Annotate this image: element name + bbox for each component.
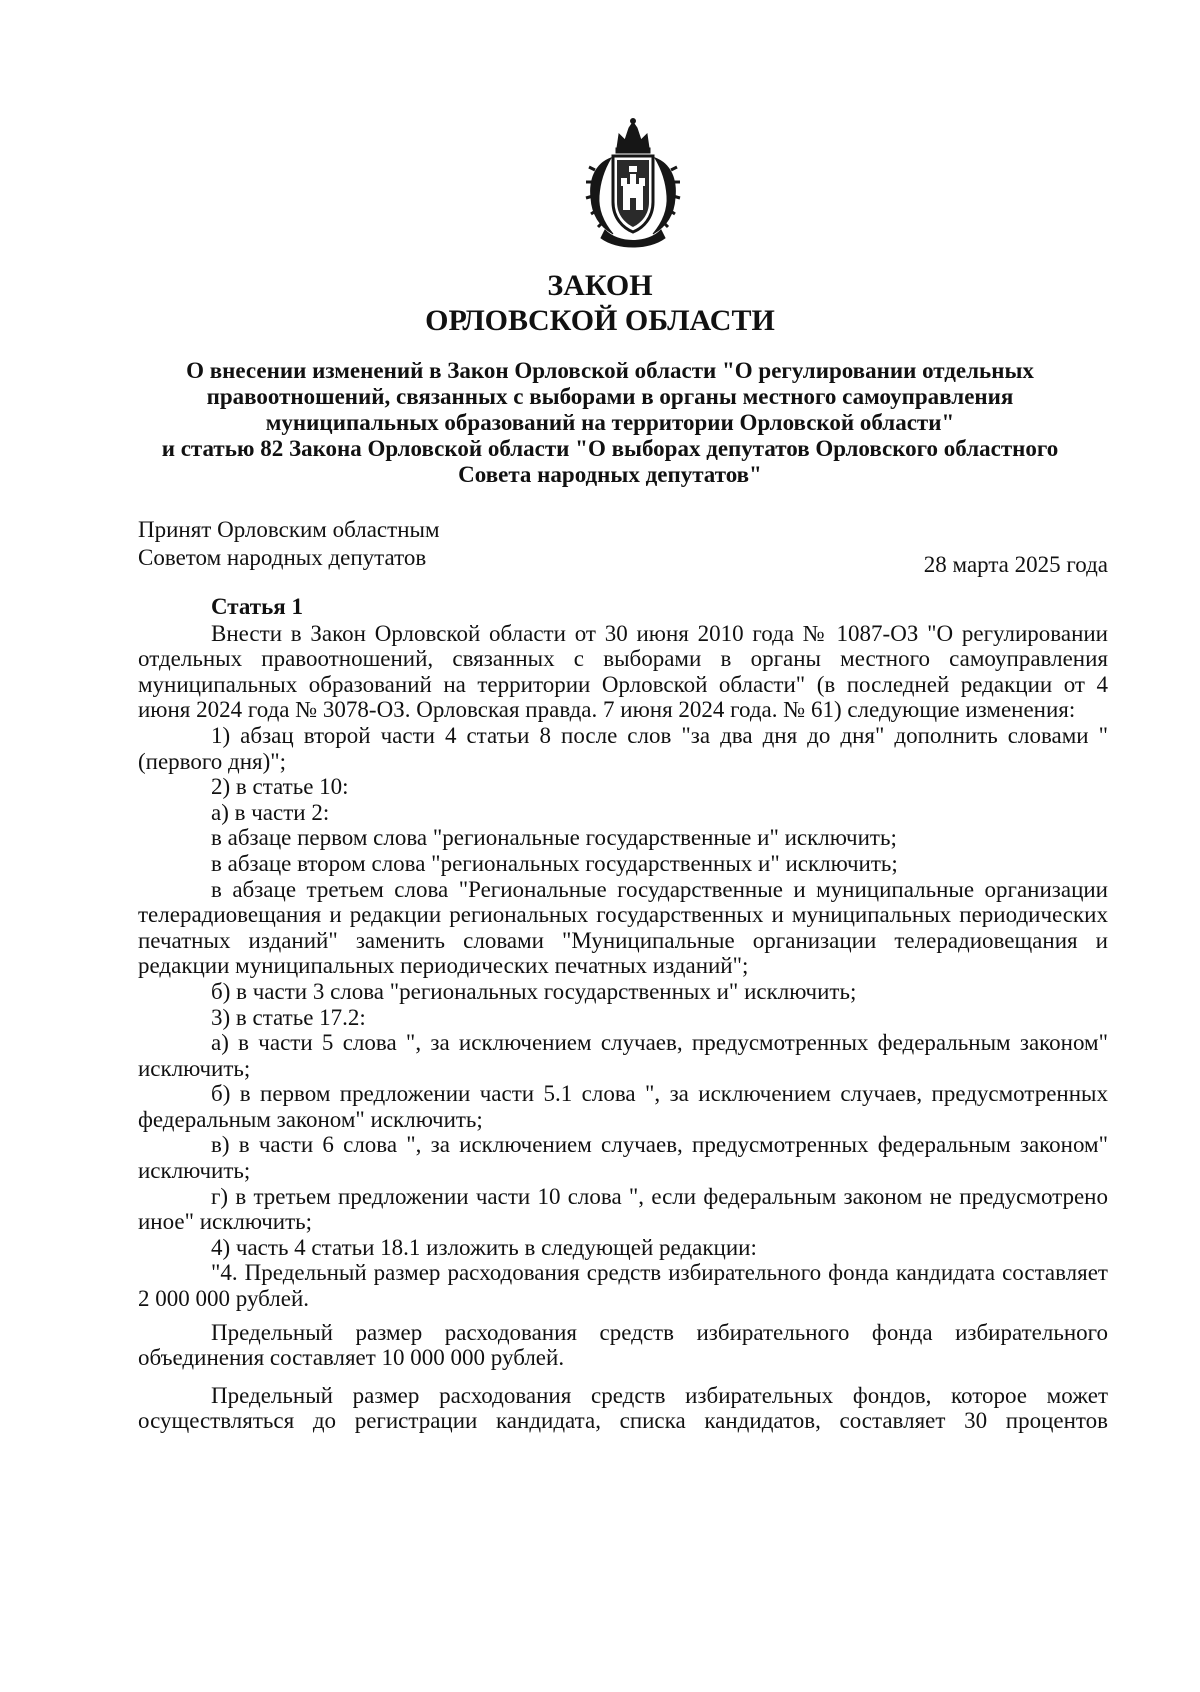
paragraph: 2) в статье 10: [211,774,349,800]
paragraph: в абзаце третьем слова "Региональные государственные и муниципальные организации телерадиовещания и редакции региональных государственных и муниципальных периодических печатных изданий" заменить словами "Муниципальные организации телерадиовещания и редакции муниципальных периодических печатных изданий"; [138,876,1108,979]
paragraph: Внести в Закон Орловской области от 30 июня 2010 года № 1087-ОЗ "О регулировании отдельных правоотношений, связанных с выборами в органы местного самоуправления муниципальных образований на территории Орловской области" (в последней редакции от 4 июня 2024 года № 3078-ОЗ. Орловская правда. 7 июня 2024 года. № 61) следующие изменения: [138,620,1108,723]
paragraph: 3) в статье 17.2: [211,1004,366,1030]
subtitle-line: муниципальных образований на территории Орловской области" [265,410,955,435]
paragraph: в) в части 6 слова ", за исключением случаев, предусмотренных федеральным законом" исключить; [138,1132,1108,1184]
paragraph: "4. Предельный размер расходования средств избирательного фонда кандидата составляет 2 000 000 рублей. [138,1260,1108,1312]
article-body [138,594,1108,1434]
paragraph: в абзаце втором слова "региональных государственных и" исключить; [211,850,898,876]
subtitle-line: и статью 82 Закона Орловской области "О выборах депутатов Орловского областного [161,436,1059,461]
law-subtitle [140,358,1080,488]
document-region-title: ОРЛОВСКОЙ ОБЛАСТИ [425,304,775,337]
subtitle-line: О внесении изменений в Закон Орловской области "О регулировании отдельных [186,358,1034,383]
paragraph: а) в части 5 слова ", за исключением случаев, предусмотренных федеральным законом" исключить; [138,1030,1108,1081]
adoption-date: 28 марта 2025 года [923,552,1108,577]
paragraph: б) в части 3 слова "региональных государственных и" исключить; [211,978,857,1004]
paragraph: б) в первом предложении части 5.1 слова ", за исключением случаев, предусмотренных федеральным законом" исключить; [138,1081,1108,1132]
subtitle-line: Совета народных депутатов" [458,462,762,487]
paragraph: в абзаце первом слова "региональные государственные и" исключить; [211,825,897,851]
adoption-block [138,516,440,572]
adoption-line: Принят Орловским областным [138,517,440,542]
document-title: ЗАКОН [547,269,653,302]
subtitle-line: правоотношений, связанных с выборами в органы местного самоуправления [206,384,1014,409]
adoption-line: Советом народных депутатов [138,545,427,570]
paragraph: Предельный размер расходования средств избирательного фонда избирательного объединения составляет 10 000 000 рублей. [138,1319,1108,1371]
coat-of-arms-emblem [583,118,683,250]
paragraph: г) в третьем предложении части 10 слова ", если федеральным законом не предусмотрено иное" исключить; [138,1183,1108,1235]
paragraph: Предельный размер расходования средств избирательных фондов, которое может осуществляться до регистрации кандидата, списка кандидатов, составляет 30 процентов [138,1382,1108,1434]
paragraph: 4) часть 4 статьи 18.1 изложить в следующей редакции: [211,1234,757,1260]
article-heading: Статья 1 [211,594,303,619]
paragraph: 1) абзац второй части 4 статьи 8 после слов "за два дня до дня" дополнить словами "(первого дня)"; [138,722,1108,774]
paragraph: а) в части 2: [211,799,330,825]
